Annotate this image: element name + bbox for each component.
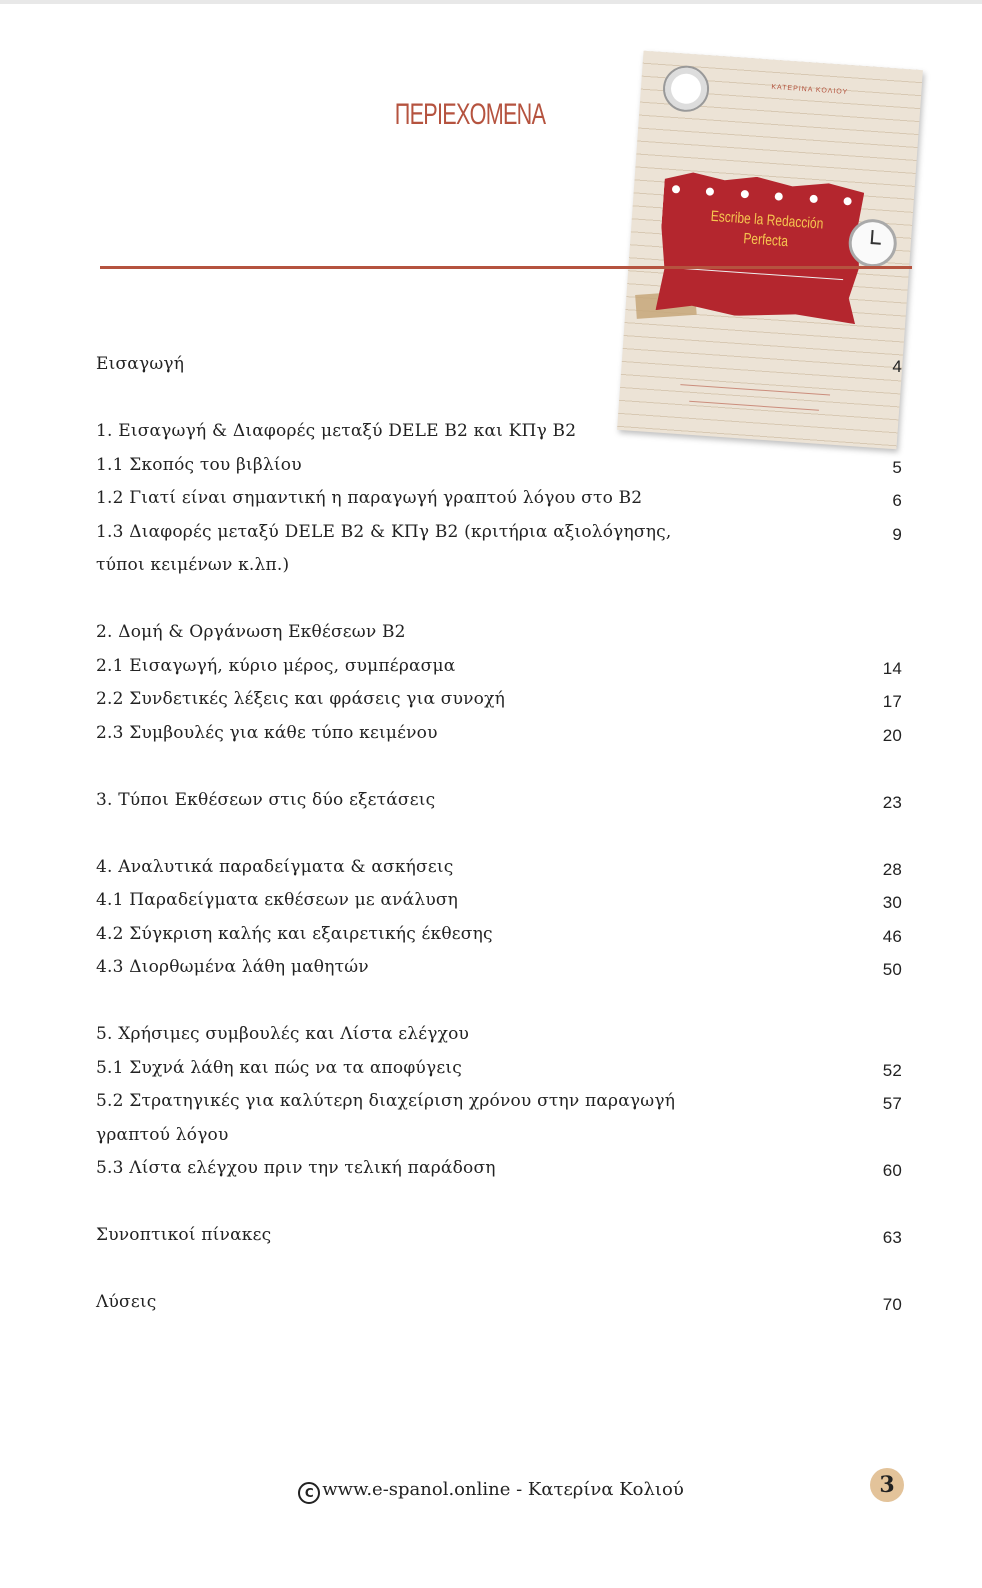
toc-label: 4.2 Σύγκριση καλής και εξαιρετικής έκθεσης [96,923,493,944]
toc-page: 57 [882,1094,902,1113]
toc-entry-s4-2[interactable] [96,918,902,952]
toc-entry-s2-3[interactable] [96,717,902,751]
toc-entry-s5-1[interactable] [96,1052,902,1086]
toc-entry-s4-1[interactable] [96,884,902,918]
toc-label: Λύσεις [96,1292,157,1312]
toc-page: 50 [882,960,902,979]
toc-entry-s2-2[interactable] [96,683,902,717]
toc-label: 5.1 Συχνά λάθη και πώς να τα αποφύγεις [96,1057,462,1078]
toc-label: 4. Αναλυτικά παραδείγματα & ασκήσεις [96,856,454,877]
toc-label: 4.3 Διορθωμένα λάθη μαθητών [96,957,369,977]
toc-page: 63 [882,1228,902,1247]
toc-page: 70 [882,1295,902,1314]
toc-entry-s1-2[interactable] [96,482,902,516]
toc-entry-s4-3[interactable] [96,951,902,985]
seal-logo-icon [661,64,710,113]
toc-entry-s3[interactable] [96,784,902,818]
toc-label: 5.3 Λίστα ελέγχου πριν την τελική παράδοση [96,1158,496,1178]
toc-entry-s1-3[interactable] [96,516,902,583]
toc-page: 23 [882,792,902,812]
toc-page: 17 [882,692,902,711]
toc-label: 1.2 Γιατί είναι σημαντική η παραγωγή γραπτού λόγου στο Β2 [96,488,643,508]
top-divider [0,0,982,4]
toc-label: 1. Εισαγωγή & Διαφορές μεταξύ DELE B2 και ΚΠγ Β2 [96,421,577,441]
toc-page: 52 [882,1060,902,1080]
page-title: ΠΕΡΙΕΧΟΜΕΝΑ [394,98,546,131]
toc-label: 4.1 Παραδείγματα εκθέσεων με ανάλυση [96,890,459,910]
toc-page: 20 [882,725,902,745]
toc-entry-s5-2[interactable] [96,1085,902,1152]
toc-entry-s2-1[interactable] [96,650,902,684]
toc-label: 1.1 Σκοπός του βιβλίου [96,454,302,475]
table-of-contents [96,348,902,1320]
toc-page: 9 [892,524,902,544]
toc-page: 60 [882,1161,902,1180]
toc-entry-s5-3[interactable] [96,1152,902,1186]
toc-label: Συνοπτικοί πίνακες [96,1225,272,1245]
toc-entry-s2[interactable] [96,616,902,650]
toc-entry-s4[interactable] [96,851,902,885]
toc-label: 1.3 Διαφορές μεταξύ DELE B2 & ΚΠγ Β2 (κριτήρια αξιολόγησης, τύποι κειμένων κ.λπ.) [96,521,672,575]
toc-label: 2.2 Συνδετικές λέξεις και φράσεις για συνοχή [96,689,505,709]
toc-label: 2. Δομή & Οργάνωση Εκθέσεων Β2 [96,622,406,642]
toc-label: 2.3 Συμβουλές για κάθε τύπο κειμένου [96,722,438,743]
toc-entry-s1-1[interactable] [96,449,902,483]
toc-entry-s5[interactable] [96,1018,902,1052]
toc-page: 6 [892,491,902,510]
footer-text: www.e-spanol.online - Κατερίνα Κολιού [322,1479,684,1500]
toc-page: 4 [892,357,902,376]
cover-title-line2: Perfecta [742,230,789,251]
toc-label: Εισαγωγή [96,354,185,374]
toc-page: 28 [882,859,902,879]
toc-entry-s1[interactable] [96,415,902,449]
title-rule [100,266,912,269]
toc-page: 30 [882,893,902,912]
footer [0,1479,982,1504]
toc-label: 5.2 Στρατηγικές για καλύτερη διαχείριση χρόνου στην παραγωγή γραπτού λόγου [96,1091,676,1145]
copyright-icon: C [298,1482,320,1504]
toc-label: 2.1 Εισαγωγή, κύριο μέρος, συμπέρασμα [96,655,456,676]
cover-author: ΚΑΤΕΡΙΝΑ ΚΟΛΙΟΥ [771,83,849,97]
toc-page: 5 [892,457,902,477]
toc-entry-solutions[interactable] [96,1286,902,1320]
cover-title-line1: Escribe la Redacción [710,207,824,233]
toc-page: 46 [882,926,902,946]
toc-page: 14 [882,658,902,678]
page-number-badge: 3 [870,1468,904,1502]
toc-entry-intro[interactable] [96,348,902,382]
toc-label: 3. Τύποι Εκθέσεων στις δύο εξετάσεις [96,789,436,810]
toc-entry-tables[interactable] [96,1219,902,1253]
toc-label: 5. Χρήσιμες συμβουλές και Λίστα ελέγχου [96,1024,470,1044]
